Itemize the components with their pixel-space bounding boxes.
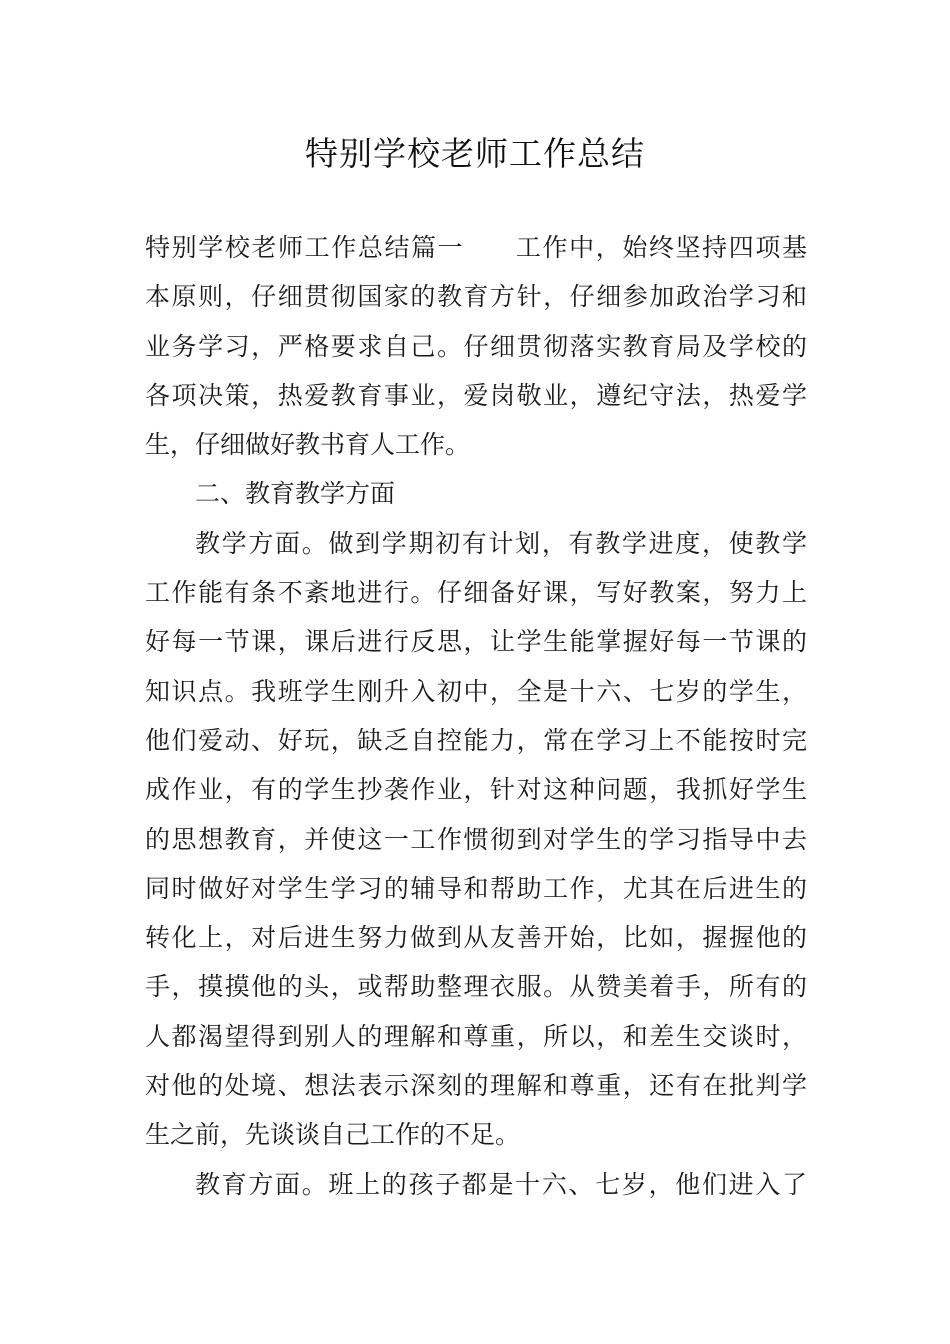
paragraph-text: 工作中，始终坚持四项基 — [514, 233, 807, 262]
paragraph-line: 知识点。我班学生刚升入初中，全是十六、七岁的学生， — [145, 676, 807, 706]
paragraph-line: 转化上，对后进生努力做到从友善开始，比如，握握他的 — [145, 923, 807, 953]
document-title: 特别学校老师工作总结 — [305, 134, 645, 173]
paragraph-line: 生，仔细做好教书育人工作。 — [145, 430, 471, 460]
paragraph-line: 生之前，先谈谈自己工作的不足。 — [145, 1120, 521, 1150]
paragraph-line: 教学方面。做到学期初有计划，有教学进度，使教学 — [195, 528, 807, 558]
paragraph-line: 手，摸摸他的头，或帮助整理衣服。从赞美着手，所有的 — [145, 972, 807, 1002]
paragraph-line: 各项决策，热爱教育事业，爱岗敬业，遵纪守法，热爱学 — [145, 380, 807, 410]
paragraph-line: 人都渴望得到别人的理解和尊重，所以，和差生交谈时， — [145, 1021, 807, 1051]
paragraph-line: 教育方面。班上的孩子都是十六、七岁，他们进入了 — [195, 1169, 807, 1199]
paragraph-line — [145, 223, 807, 272]
paragraph-line: 业务学习，严格要求自己。仔细贯彻落实教育局及学校的 — [145, 331, 807, 361]
section-heading: 二、教育教学方面 — [195, 479, 396, 509]
paragraph-line: 好每一节课，课后进行反思，让学生能掌握好每一节课的 — [145, 627, 807, 657]
paragraph-line: 工作能有条不紊地进行。仔细备好课，写好教案，努力上 — [145, 578, 807, 608]
section-heading: 特别学校老师工作总结篇一 — [145, 233, 465, 262]
paragraph-line: 本原则，仔细贯彻国家的教育方针，仔细参加政治学习和 — [145, 282, 807, 312]
paragraph-line: 他们爱动、好玩，缺乏自控能力，常在学习上不能按时完 — [145, 725, 807, 755]
paragraph-line: 同时做好对学生学习的辅导和帮助工作，尤其在后进生的 — [145, 873, 807, 903]
paragraph-line: 成作业，有的学生抄袭作业，针对这种问题，我抓好学生 — [145, 775, 807, 805]
paragraph-line: 的思想教育，并使这一工作惯彻到对学生的学习指导中去 — [145, 824, 807, 854]
document-body — [145, 223, 807, 1209]
paragraph-line: 对他的处境、想法表示深刻的理解和尊重，还有在批判学 — [145, 1071, 807, 1101]
